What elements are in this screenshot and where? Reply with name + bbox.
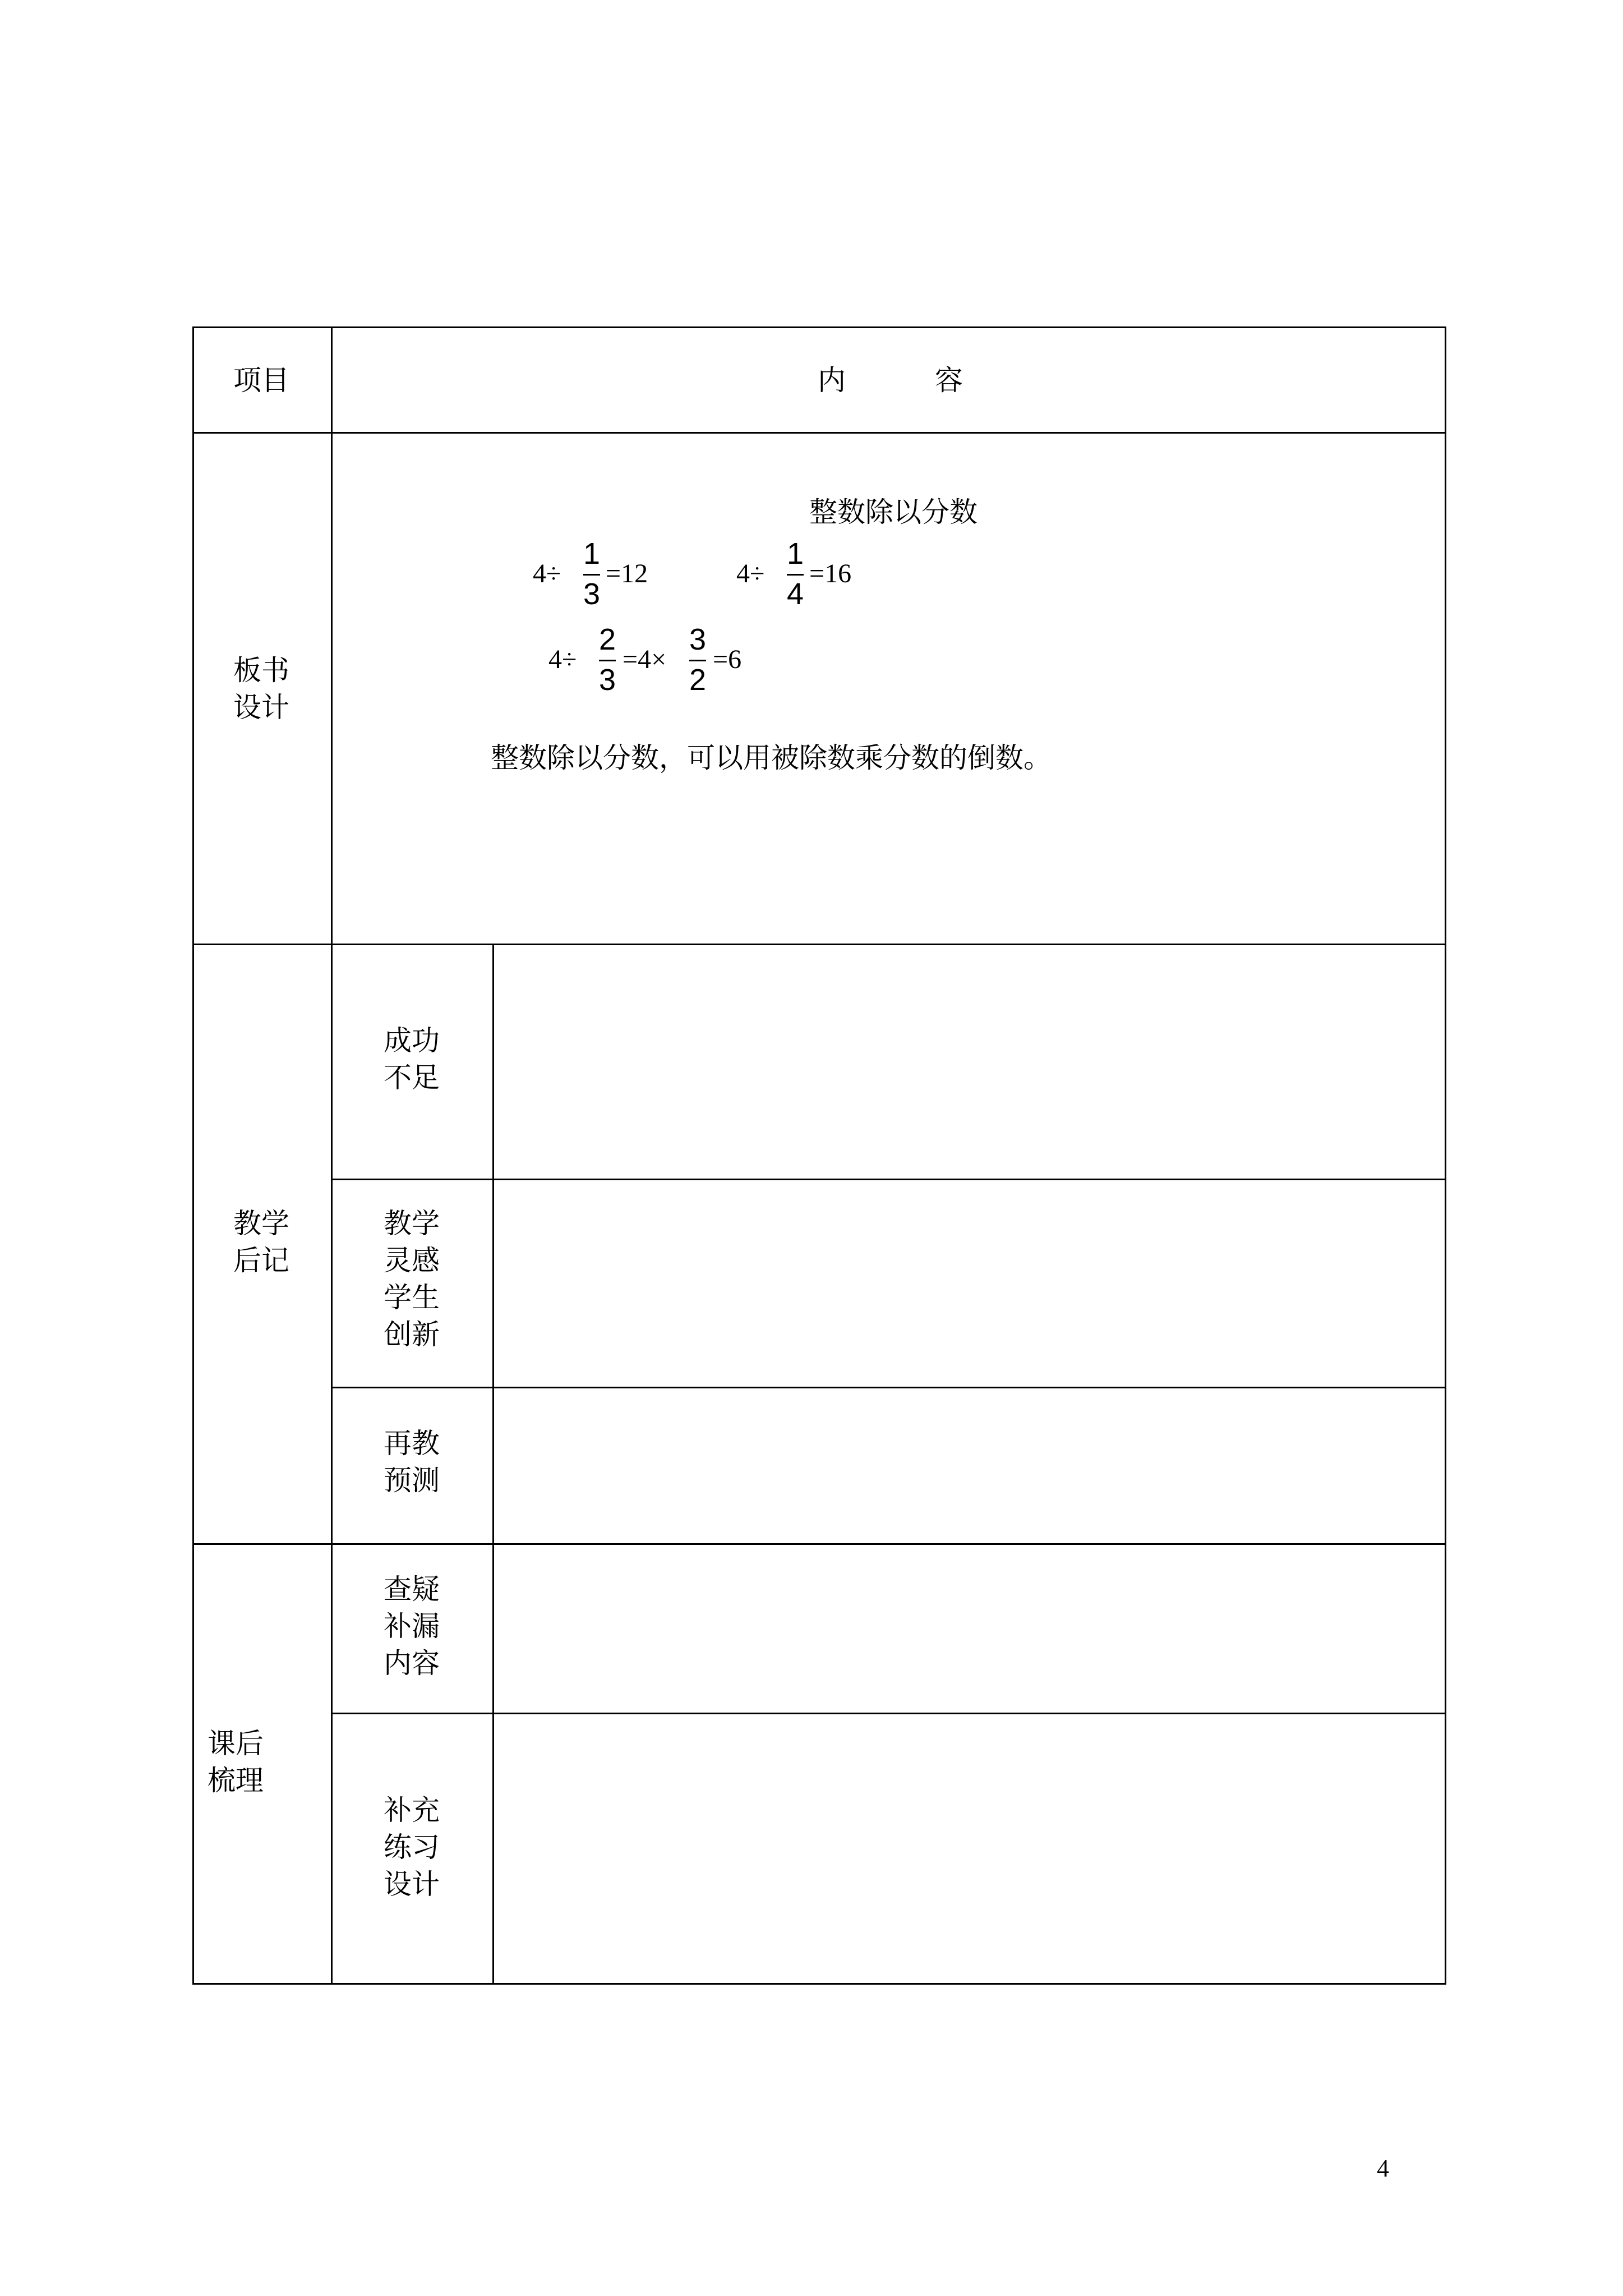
board-rule: 整数除以分数，可以用被除数乘分数的倒数。: [491, 742, 1052, 774]
fraction-bar: [787, 574, 804, 576]
gaps-label-line1: 查疑: [384, 1573, 440, 1605]
review-row1-border: [331, 1713, 1446, 1714]
header-content-label: 内 容: [818, 364, 963, 397]
inspiration-label-line1: 教学: [384, 1207, 440, 1240]
inspiration-label-line4: 创新: [384, 1318, 440, 1351]
equation-2-result: =16: [809, 559, 852, 588]
table-top-border: [192, 326, 1446, 328]
exercises-label-line2: 练习: [384, 1831, 440, 1864]
success-label-line1: 成功: [384, 1024, 440, 1057]
equation-3-denominator-1: 3: [598, 663, 616, 697]
exercises-label-line1: 补充: [384, 1794, 440, 1826]
inspiration-label-line3: 学生: [384, 1281, 440, 1314]
equation-3-result: =6: [713, 645, 742, 674]
equation-1-prefix: 4÷: [533, 559, 561, 588]
sublabel-column-border: [492, 944, 494, 1985]
page-number: 4: [1377, 2155, 1389, 2182]
review-label-line1: 课后: [208, 1727, 264, 1760]
equation-2-prefix: 4÷: [736, 559, 765, 588]
gaps-label-line2: 补漏: [384, 1610, 440, 1642]
reflection-row2-border: [331, 1387, 1446, 1388]
table-left-border: [192, 326, 194, 1985]
equation-2-denominator: 4: [786, 577, 804, 611]
table-bottom-border: [192, 1983, 1446, 1985]
equation-3-middle: =4×: [623, 645, 667, 674]
board-label-line2: 设计: [233, 691, 289, 724]
equation-2-numerator: 1: [786, 537, 804, 570]
success-label-line2: 不足: [384, 1061, 440, 1094]
fraction-bar: [583, 574, 600, 576]
table-right-border: [1445, 326, 1446, 1985]
equation-3-numerator-2: 3: [689, 623, 707, 656]
header-bottom-border: [192, 432, 1446, 434]
header-item-label: 项目: [233, 364, 289, 397]
fraction-bar: [689, 660, 706, 661]
label-column-border: [331, 326, 333, 1985]
equation-3-prefix: 4÷: [548, 645, 577, 674]
reflection-row1-border: [331, 1179, 1446, 1180]
equation-1-denominator: 3: [583, 577, 601, 611]
prediction-label-line2: 预测: [384, 1464, 440, 1497]
equation-3-numerator-1: 2: [598, 623, 616, 656]
equation-1-numerator: 1: [583, 537, 601, 570]
gaps-label-line3: 内容: [384, 1647, 440, 1680]
inspiration-label-line2: 灵感: [384, 1244, 440, 1277]
prediction-label-line1: 再教: [384, 1427, 440, 1460]
fraction-bar: [599, 660, 616, 661]
equation-3-denominator-2: 2: [689, 663, 707, 697]
reflection-label-line1: 教学: [233, 1207, 289, 1240]
exercises-label-line3: 设计: [384, 1868, 440, 1901]
equation-1-result: =12: [606, 559, 648, 588]
reflection-label-line2: 后记: [233, 1244, 289, 1277]
review-label-line2: 梳理: [208, 1764, 264, 1797]
board-title: 整数除以分数: [809, 496, 978, 528]
reflection-bottom-border: [192, 1543, 1446, 1545]
board-bottom-border: [192, 944, 1446, 945]
board-label-line1: 板书: [233, 654, 289, 687]
